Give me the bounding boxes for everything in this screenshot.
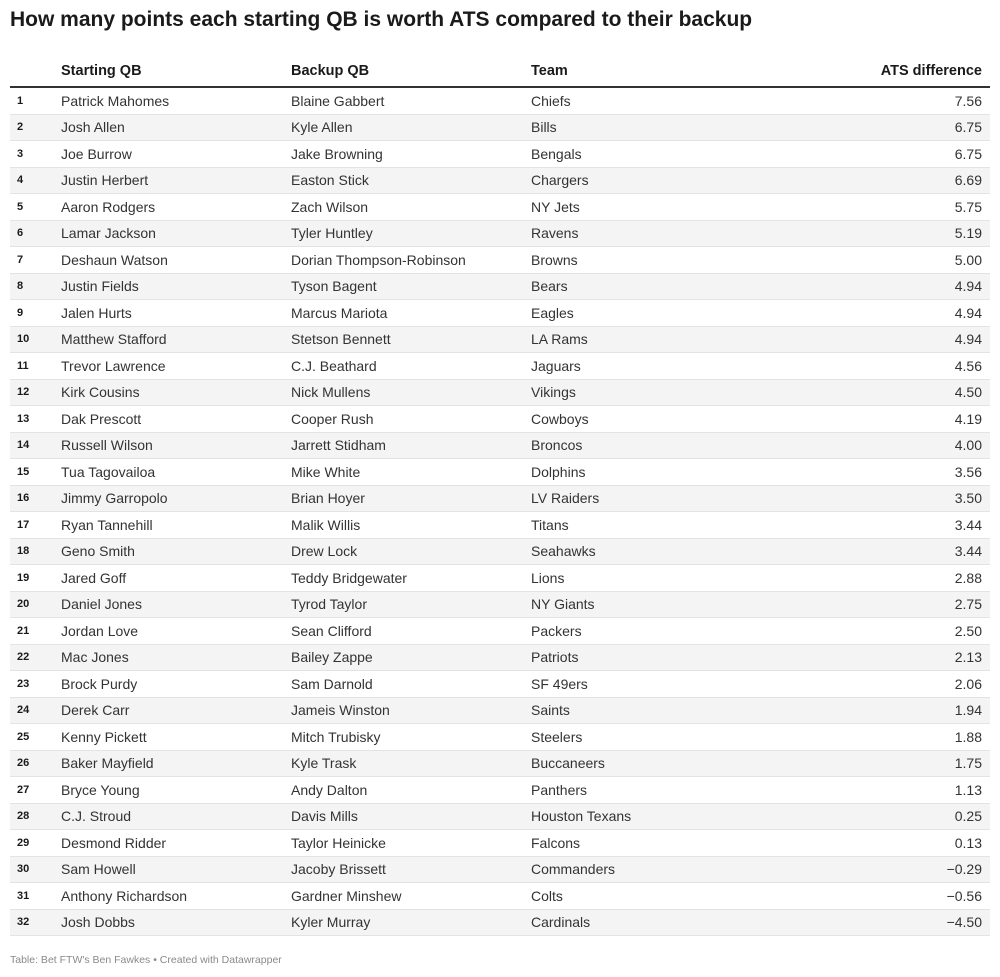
ats-difference-cell: 3.56 [790,459,990,486]
ats-difference-cell: 4.56 [790,353,990,380]
header-backup-qb[interactable]: Backup QB [291,56,531,87]
team-cell: Bengals [531,141,790,168]
starting-qb-cell: Josh Allen [61,114,291,141]
ats-difference-cell: 3.50 [790,485,990,512]
ats-difference-cell: 1.94 [790,697,990,724]
table-row [10,830,990,857]
ats-difference-cell: −4.50 [790,909,990,936]
team-cell: Cardinals [531,909,790,936]
backup-qb-cell: Malik Willis [291,512,531,539]
ats-difference-cell: 1.75 [790,750,990,777]
ats-difference-cell: 0.13 [790,830,990,857]
team-cell: Falcons [531,830,790,857]
rank-cell: 7 [10,247,61,274]
table-row [10,591,990,618]
team-cell: Dolphins [531,459,790,486]
ats-difference-cell: 5.19 [790,220,990,247]
starting-qb-cell: C.J. Stroud [61,803,291,830]
starting-qb-cell: Trevor Lawrence [61,353,291,380]
backup-qb-cell: Dorian Thompson-Robinson [291,247,531,274]
ats-difference-cell: 6.75 [790,114,990,141]
table-row [10,856,990,883]
backup-qb-cell: Blaine Gabbert [291,87,531,114]
ats-difference-cell: 5.00 [790,247,990,274]
backup-qb-cell: Kyle Allen [291,114,531,141]
rank-cell: 5 [10,194,61,221]
team-cell: Steelers [531,724,790,751]
ats-difference-cell: 3.44 [790,538,990,565]
team-cell: Buccaneers [531,750,790,777]
ats-table [10,56,990,936]
starting-qb-cell: Jordan Love [61,618,291,645]
footer-credit: Table: Bet FTW's Ben Fawkes • Created with Datawrapper [10,954,282,966]
backup-qb-cell: Mike White [291,459,531,486]
team-cell: Bills [531,114,790,141]
backup-qb-cell: Kyler Murray [291,909,531,936]
starting-qb-cell: Jared Goff [61,565,291,592]
table-row [10,724,990,751]
team-cell: NY Jets [531,194,790,221]
rank-cell: 24 [10,697,61,724]
ats-difference-cell: −0.56 [790,883,990,910]
backup-qb-cell: Stetson Bennett [291,326,531,353]
ats-difference-cell: 2.06 [790,671,990,698]
ats-difference-cell: 5.75 [790,194,990,221]
rank-cell: 9 [10,300,61,327]
ats-difference-cell: −0.29 [790,856,990,883]
team-cell: Chiefs [531,87,790,114]
team-cell: Browns [531,247,790,274]
table-row [10,750,990,777]
starting-qb-cell: Patrick Mahomes [61,87,291,114]
table-row [10,883,990,910]
table-row [10,644,990,671]
starting-qb-cell: Jimmy Garropolo [61,485,291,512]
starting-qb-cell: Josh Dobbs [61,909,291,936]
ats-difference-cell: 2.50 [790,618,990,645]
rank-cell: 22 [10,644,61,671]
ats-difference-cell: 6.69 [790,167,990,194]
rank-cell: 10 [10,326,61,353]
backup-qb-cell: Sam Darnold [291,671,531,698]
rank-cell: 29 [10,830,61,857]
starting-qb-cell: Deshaun Watson [61,247,291,274]
rank-cell: 23 [10,671,61,698]
table-row [10,220,990,247]
starting-qb-cell: Justin Fields [61,273,291,300]
table-row [10,803,990,830]
rank-cell: 15 [10,459,61,486]
backup-qb-cell: Tyler Huntley [291,220,531,247]
table-row [10,432,990,459]
header-rank[interactable] [10,56,61,87]
ats-difference-cell: 6.75 [790,141,990,168]
team-cell: Lions [531,565,790,592]
team-cell: Chargers [531,167,790,194]
rank-cell: 27 [10,777,61,804]
rank-cell: 32 [10,909,61,936]
starting-qb-cell: Kirk Cousins [61,379,291,406]
backup-qb-cell: Bailey Zappe [291,644,531,671]
ats-difference-cell: 2.75 [790,591,990,618]
rank-cell: 2 [10,114,61,141]
starting-qb-cell: Justin Herbert [61,167,291,194]
team-cell: Saints [531,697,790,724]
rank-cell: 25 [10,724,61,751]
starting-qb-cell: Ryan Tannehill [61,512,291,539]
ats-difference-cell: 4.00 [790,432,990,459]
table-row [10,300,990,327]
rank-cell: 8 [10,273,61,300]
starting-qb-cell: Bryce Young [61,777,291,804]
backup-qb-cell: Teddy Bridgewater [291,565,531,592]
header-row [10,56,990,87]
ats-difference-cell: 4.19 [790,406,990,433]
team-cell: SF 49ers [531,671,790,698]
rank-cell: 13 [10,406,61,433]
team-cell: Eagles [531,300,790,327]
team-cell: Seahawks [531,538,790,565]
rank-cell: 17 [10,512,61,539]
backup-qb-cell: Jacoby Brissett [291,856,531,883]
starting-qb-cell: Geno Smith [61,538,291,565]
starting-qb-cell: Dak Prescott [61,406,291,433]
backup-qb-cell: Nick Mullens [291,379,531,406]
rank-cell: 4 [10,167,61,194]
rank-cell: 21 [10,618,61,645]
team-cell: Bears [531,273,790,300]
ats-difference-cell: 2.88 [790,565,990,592]
team-cell: NY Giants [531,591,790,618]
table-row [10,459,990,486]
header-team[interactable]: Team [531,56,790,87]
rank-cell: 28 [10,803,61,830]
backup-qb-cell: Tyrod Taylor [291,591,531,618]
starting-qb-cell: Derek Carr [61,697,291,724]
starting-qb-cell: Joe Burrow [61,141,291,168]
table-row [10,671,990,698]
ats-difference-cell: 4.50 [790,379,990,406]
table-row [10,909,990,936]
team-cell: Houston Texans [531,803,790,830]
backup-qb-cell: Easton Stick [291,167,531,194]
starting-qb-cell: Desmond Ridder [61,830,291,857]
table-row [10,353,990,380]
rank-cell: 31 [10,883,61,910]
backup-qb-cell: C.J. Beathard [291,353,531,380]
rank-cell: 12 [10,379,61,406]
starting-qb-cell: Baker Mayfield [61,750,291,777]
ats-difference-cell: 1.13 [790,777,990,804]
ats-difference-cell: 2.13 [790,644,990,671]
backup-qb-cell: Davis Mills [291,803,531,830]
table-row [10,141,990,168]
team-cell: LA Rams [531,326,790,353]
table-row [10,194,990,221]
backup-qb-cell: Cooper Rush [291,406,531,433]
backup-qb-cell: Tyson Bagent [291,273,531,300]
starting-qb-cell: Kenny Pickett [61,724,291,751]
ats-difference-cell: 0.25 [790,803,990,830]
table-row [10,326,990,353]
starting-qb-cell: Sam Howell [61,856,291,883]
backup-qb-cell: Jarrett Stidham [291,432,531,459]
ats-difference-cell: 4.94 [790,273,990,300]
ats-difference-cell: 1.88 [790,724,990,751]
table-row [10,777,990,804]
starting-qb-cell: Aaron Rodgers [61,194,291,221]
ats-difference-cell: 7.56 [790,87,990,114]
team-cell: Commanders [531,856,790,883]
table-body [10,87,990,936]
backup-qb-cell: Andy Dalton [291,777,531,804]
team-cell: Titans [531,512,790,539]
team-cell: Colts [531,883,790,910]
table-row [10,618,990,645]
rank-cell: 11 [10,353,61,380]
backup-qb-cell: Jameis Winston [291,697,531,724]
team-cell: Packers [531,618,790,645]
ats-difference-cell: 3.44 [790,512,990,539]
rank-cell: 30 [10,856,61,883]
team-cell: Vikings [531,379,790,406]
backup-qb-cell: Sean Clifford [291,618,531,645]
rank-cell: 26 [10,750,61,777]
backup-qb-cell: Gardner Minshew [291,883,531,910]
starting-qb-cell: Brock Purdy [61,671,291,698]
table-row [10,512,990,539]
starting-qb-cell: Daniel Jones [61,591,291,618]
starting-qb-cell: Russell Wilson [61,432,291,459]
header-starting-qb[interactable]: Starting QB [61,56,291,87]
rank-cell: 3 [10,141,61,168]
table-row [10,87,990,114]
backup-qb-cell: Zach Wilson [291,194,531,221]
backup-qb-cell: Jake Browning [291,141,531,168]
backup-qb-cell: Mitch Trubisky [291,724,531,751]
starting-qb-cell: Lamar Jackson [61,220,291,247]
starting-qb-cell: Matthew Stafford [61,326,291,353]
table-row [10,538,990,565]
team-cell: Panthers [531,777,790,804]
rank-cell: 1 [10,87,61,114]
table-row [10,273,990,300]
table-row [10,247,990,274]
team-cell: LV Raiders [531,485,790,512]
team-cell: Cowboys [531,406,790,433]
table-row [10,406,990,433]
table-row [10,485,990,512]
chart-title: How many points each starting QB is worth ATS compared to their backup [10,8,753,31]
table-row [10,565,990,592]
rank-cell: 19 [10,565,61,592]
header-ats-difference[interactable]: ATS difference [790,56,990,87]
team-cell: Broncos [531,432,790,459]
table-row [10,697,990,724]
starting-qb-cell: Tua Tagovailoa [61,459,291,486]
team-cell: Jaguars [531,353,790,380]
backup-qb-cell: Brian Hoyer [291,485,531,512]
ats-difference-cell: 4.94 [790,300,990,327]
rank-cell: 6 [10,220,61,247]
starting-qb-cell: Mac Jones [61,644,291,671]
starting-qb-cell: Anthony Richardson [61,883,291,910]
backup-qb-cell: Marcus Mariota [291,300,531,327]
rank-cell: 16 [10,485,61,512]
backup-qb-cell: Taylor Heinicke [291,830,531,857]
backup-qb-cell: Drew Lock [291,538,531,565]
rank-cell: 14 [10,432,61,459]
starting-qb-cell: Jalen Hurts [61,300,291,327]
rank-cell: 18 [10,538,61,565]
table-row [10,379,990,406]
ats-difference-cell: 4.94 [790,326,990,353]
table-row [10,167,990,194]
team-cell: Ravens [531,220,790,247]
rank-cell: 20 [10,591,61,618]
team-cell: Patriots [531,644,790,671]
backup-qb-cell: Kyle Trask [291,750,531,777]
table-row [10,114,990,141]
